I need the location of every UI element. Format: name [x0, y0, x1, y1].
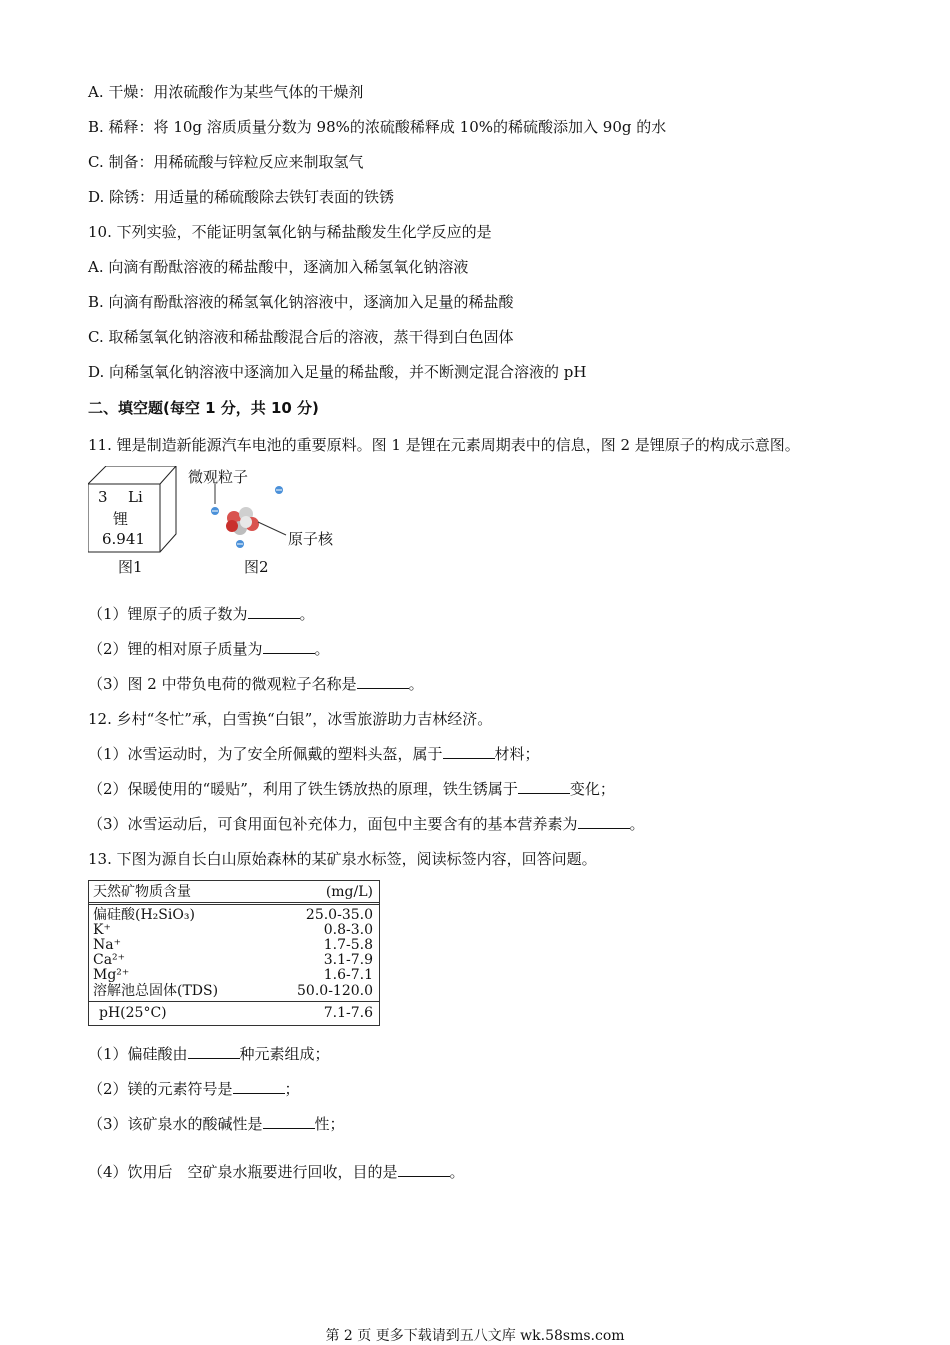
- table-row: 溶解池总固体(TDS) 50.0-120.0: [93, 983, 373, 999]
- q9-option-c: C. 制备：用稀硫酸与锌粒反应来制取氢气: [88, 153, 364, 171]
- q13-sub3: （3）该矿泉水的酸碱性是 性；: [88, 1115, 345, 1133]
- q13-sub4: （4）饮用后 空矿泉水瓶要进行回收，目的是 。: [88, 1163, 465, 1181]
- table-row: Ca²⁺ 3.1-7.9: [93, 952, 373, 968]
- q9-option-d: D. 除锈：用适量的稀硫酸除去铁钉表面的铁锈: [88, 188, 395, 206]
- table-row-ph: pH(25°C) 7.1-7.6: [99, 1005, 373, 1021]
- fig2-label-nucleus: 原子核: [288, 530, 334, 548]
- answer-blank[interactable]: [248, 604, 300, 619]
- table-row: K⁺ 0.8-3.0: [93, 922, 373, 938]
- page-footer: 第 2 页 更多下载请到五八文库 wk.58sms.com: [325, 1328, 625, 1344]
- table-header: [93, 884, 375, 900]
- fig1-element-info: [88, 468, 188, 554]
- q10-option-b: B. 向滴有酚酞溶液的稀氢氧化钠溶液中，逐滴加入足量的稀盐酸: [88, 293, 514, 311]
- answer-blank[interactable]: [263, 639, 315, 654]
- q12-stem: 12. 乡村“冬忙”承，白雪换“白银”，冰雪旅游助力吉林经济。: [88, 710, 493, 728]
- q11-sub1: （1）锂原子的质子数为 。: [88, 605, 315, 623]
- element-name: 锂: [113, 510, 129, 528]
- answer-blank[interactable]: [263, 1114, 315, 1129]
- q13-sub1: （1）偏硅酸由 种元素组成；: [88, 1045, 330, 1063]
- q9-option-b: B. 稀释：将 10g 溶质质量分数为 98%的浓硫酸稀释成 10%的稀硫酸添加入 90g 的水: [88, 118, 667, 136]
- q10-option-c: C. 取稀氢氧化钠溶液和稀盐酸混合后的溶液，蒸干得到白色固体: [88, 328, 514, 346]
- element-symbol: Li: [128, 488, 143, 506]
- fig2-caption: 图2: [244, 558, 269, 576]
- q9-option-a: A. 干燥：用浓硫酸作为某些气体的干燥剂: [88, 83, 364, 101]
- answer-blank[interactable]: [578, 814, 630, 829]
- q10-option-d: D. 向稀氢氧化钠溶液中逐滴加入足量的稀盐酸，并不断测定混合溶液的 pH: [88, 363, 587, 381]
- q10-stem: 10. 下列实验，不能证明氢氧化钠与稀盐酸发生化学反应的是: [88, 223, 492, 241]
- table-header-right: (mg/L): [325, 884, 373, 900]
- fig2-label-particle: 微观粒子: [188, 468, 249, 486]
- nucleus-icon: [226, 507, 259, 535]
- q12-sub3: （3）冰雪运动后，可食用面包补充体力，面包中主要含有的基本营养素为 。: [88, 815, 645, 833]
- element-number: 3: [98, 488, 108, 506]
- table-row: 偏硅酸(H₂SiO₃) 25.0-35.0: [93, 907, 373, 923]
- q13-stem: 13. 下图为源自长白山原始森林的某矿泉水标签，阅读标签内容，回答问题。: [88, 850, 597, 868]
- answer-blank[interactable]: [188, 1044, 240, 1059]
- section-heading: 二、填空题(每空 1 分，共 10 分): [88, 399, 319, 417]
- answer-blank[interactable]: [518, 779, 570, 794]
- q12-sub1: （1）冰雪运动时，为了安全所佩戴的塑料头盔，属于 材料；: [88, 745, 540, 763]
- element-mass: 6.941: [102, 530, 145, 548]
- q11-stem: 11. 锂是制造新能源汽车电池的重要原料。图 1 是锂在元素周期表中的信息，图 2 是锂原子的构成示意图。: [88, 436, 800, 454]
- table-row: Na⁺ 1.7-5.8: [93, 937, 373, 953]
- q10-option-a: A. 向滴有酚酞溶液的稀盐酸中，逐滴加入稀氢氧化钠溶液: [88, 258, 469, 276]
- answer-blank[interactable]: [357, 674, 409, 689]
- table-header-left: 天然矿物质含量: [93, 884, 191, 900]
- table-row: Mg²⁺ 1.6-7.1: [93, 967, 373, 983]
- q12-sub2: （2）保暖使用的“暖贴”，利用了铁生锈放热的原理，铁生锈属于 变化；: [88, 780, 615, 798]
- q11-sub3: （3）图 2 中带负电荷的微观粒子名称是 。: [88, 675, 424, 693]
- answer-blank[interactable]: [233, 1079, 285, 1094]
- answer-blank[interactable]: [443, 744, 495, 759]
- q11-sub2: （2）锂的相对原子质量为 。: [88, 640, 330, 658]
- answer-blank[interactable]: [398, 1162, 450, 1177]
- fig1-caption: 图1: [118, 558, 143, 576]
- mineral-water-label-table: [88, 880, 380, 1026]
- q13-sub2: （2）镁的元素符号是 ；: [88, 1080, 300, 1098]
